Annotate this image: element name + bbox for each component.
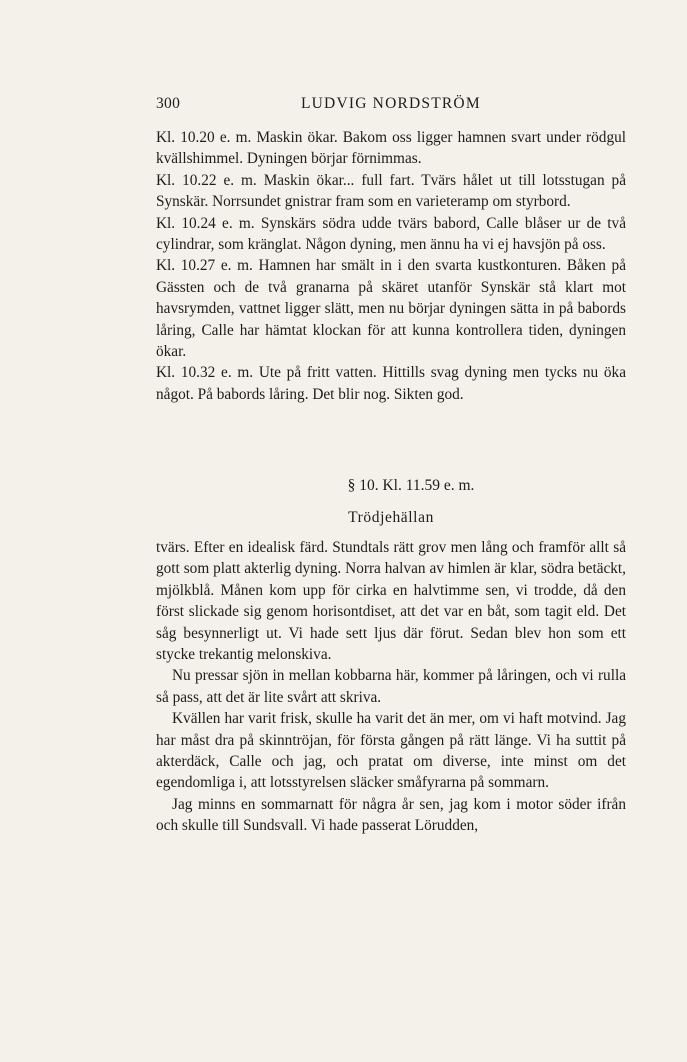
- paragraph: Kvällen har varit frisk, skulle ha varit det än mer, om vi haft motvind. Jag har måst dra på skinntröjan, för första gången på rätt länge. Vi ha suttit på akterdäck, Calle och jag, och pratat om diverse, inte minst om det egendomliga i, att lotsstyrelsen släcker småfyrarna på sommarn.: [156, 710, 626, 792]
- paragraph: Nu pressar sjön in mellan kobbarna här, kommer på låringen, och vi rulla så pass, att det är lite svårt att skriva.: [156, 667, 626, 706]
- running-header: [156, 95, 626, 115]
- section-heading: [156, 476, 626, 528]
- log-entry: Kl. 10.32 e. m. Ute på fritt vatten. Hittills svag dyning men tycks nu öka något. På babords låring. Det blir nog. Sikten god.: [156, 364, 626, 403]
- log-entry: Kl. 10.22 e. m. Maskin ökar... full fart. Tvärs hålet ut till lotsstugan på Synskär. Norrsundet gnistrar fram som en varieteramp om styrbord.: [156, 171, 626, 211]
- page-number: 300: [156, 95, 181, 112]
- log-entry: Kl. 10.20 e. m. Maskin ökar. Bakom oss ligger hamnen svart under rödgul kvällshimmel. Dyningen börjar förnimmas.: [156, 129, 626, 168]
- section-title: Trödjehällan: [348, 509, 434, 526]
- paragraph: tvärs. Efter en idealisk färd. Stundtals rätt grov men lång och framför allt så gott som platt akterlig dyning. Norra halvan av himlen är klar, södra betäckt, mjölkblå. Månen kom upp för cirka en halvtimme sen, vi trodde, då den först slickade sig genom horisontdiset, att det var en båt, som tagit eld. Det såg besynnerligt ut. Vi hade sett ljus där förut. Sedan blev hon som ett stycke trekantig melonskiva.: [156, 539, 626, 664]
- log-entries: [156, 127, 626, 405]
- running-title: LUDVIG NORDSTRÖM: [301, 95, 481, 112]
- section-number: § 10. Kl. 11.59 e. m.: [347, 477, 475, 494]
- log-entry: Kl. 10.27 e. m. Hamnen har smält in i den svarta kustkonturen. Båken på Gässten och de två granarna på skäret utanför Synskär stå klart mot havsrymden, vattnet ligger slätt, men nu börjar dyningen sätta in på babords låring, Calle har hämtat klockan för att kunna kontrollera tiden, dyningen ökar.: [156, 257, 626, 361]
- log-entry: Kl. 10.24 e. m. Synskärs södra udde tvärs babord, Calle blåser ur de två cylindrar, som kränglat. Någon dyning, men ännu ha vi ej havsjön på oss.: [156, 214, 626, 254]
- paragraph: Jag minns en sommarnatt för några år sen, jag kom i motor söder ifrån och skulle till Sundsvall. Vi hade passerat Lörudden,: [156, 795, 626, 835]
- section-body: [156, 537, 626, 837]
